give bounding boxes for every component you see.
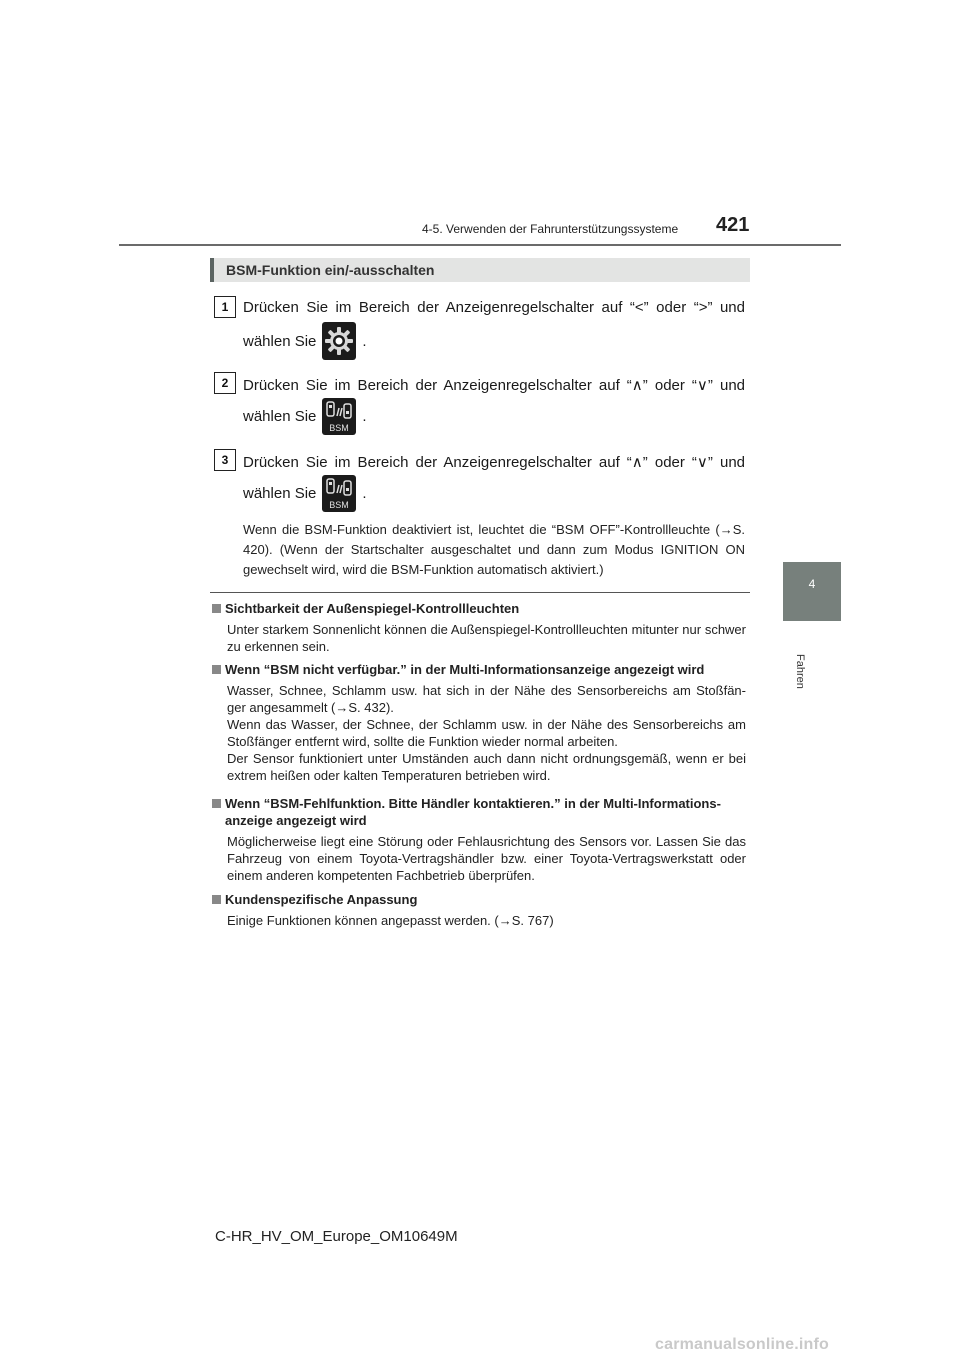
step-3-choose-text: wählen Sie: [243, 485, 317, 502]
info-paragraph: Möglicherweise liegt eine Störung oder Fehlausrichtung des Sensors vor. Lassen Sie das Fahrzeug von einem Toyota-Vertragshändler bzw. einer Toyota-Vertragswerkstatt oder einem anderen kompetenten Fachbetrieb überprüfen.: [227, 834, 746, 883]
footer-doc-id: C-HR_HV_OM_Europe_OM10649M: [215, 1228, 458, 1245]
section-title: BSM-Funktion ein/-ausschalten: [226, 262, 435, 278]
chapter-tab: [783, 562, 841, 621]
step-1-choose-text: wählen Sie: [243, 332, 317, 350]
page-number: 421: [716, 214, 750, 236]
gear-icon: [322, 322, 356, 360]
bsm-icon-label: BSM: [329, 422, 350, 433]
info-heading: [212, 661, 746, 678]
info-heading: [212, 600, 746, 617]
step-1-end: .: [362, 332, 367, 350]
section-divider: [210, 592, 750, 593]
bsm-off-note: Wenn die BSM-Funktion deaktiviert ist, leuchtet die “BSM OFF”-Kontrollleuchte (→S. 420). (Wenn der Startschalter ausgeschaltet und dann zum Modus IGNITION ON gewechselt wird, wird die BSM-Funktion automatisch aktiviert.): [243, 522, 745, 577]
info-heading-text: Wenn “BSM nicht verfügbar.” in der Multi-Informationsanzeige angezeigt wird: [225, 662, 705, 677]
info-body: [212, 621, 746, 655]
info-heading-text: Wenn “BSM-Fehlfunktion. Bitte Händler kontaktieren.” in der Multi-Informations- anzeige angezeigt wird: [225, 796, 721, 828]
info-block: [212, 661, 746, 784]
step-badge-3: 3: [214, 449, 236, 471]
header-rule: [119, 244, 841, 246]
step-badge-2: 2: [214, 372, 236, 394]
step-3-instruction: Drücken Sie im Bereich der Anzeigenregelschalter auf “∧” oder “∨” und: [243, 454, 745, 471]
info-heading-text: Kundenspezifische Anpassung: [225, 892, 418, 907]
info-paragraph: Wenn das Wasser, der Schnee, der Schlamm usw. in der Nähe des Sensorbereichs am Stoßfänger entfernt wird, sollte die Funktion wieder normal arbeiten.: [227, 717, 746, 749]
bullet-square-icon: [212, 665, 221, 674]
step-2-end: .: [362, 408, 367, 425]
info-body: [212, 682, 746, 784]
bsm-off-icon: [322, 475, 356, 512]
chapter-number: 4: [808, 577, 816, 591]
bsm-icon: [322, 398, 356, 435]
bullet-square-icon: [212, 604, 221, 613]
info-paragraph: Unter starkem Sonnenlicht können die Außenspiegel-Kontrollleuchten mitunter nur schwer zu erkennen sein.: [227, 622, 746, 654]
step-2-choose-text: wählen Sie: [243, 408, 317, 425]
info-block: [212, 600, 746, 655]
step-badge-1: 1: [214, 296, 236, 318]
step-2-choose: [243, 398, 367, 435]
info-paragraph: Der Sensor funktioniert unter Umständen auch dann nicht ordnungsgemäß, wenn er bei extrem heißen oder kalten Temperaturen betrieben wird.: [227, 751, 746, 783]
step-1-choose: [243, 322, 367, 360]
info-heading-text: Sichtbarkeit der Außenspiegel-Kontrollleuchten: [225, 601, 520, 616]
info-block: [212, 795, 746, 884]
chapter-label: Fahren: [794, 654, 806, 689]
step-2-instruction: Drücken Sie im Bereich der Anzeigenregelschalter auf “∧” oder “∨” und: [243, 377, 745, 394]
bullet-square-icon: [212, 895, 221, 904]
step-3-choose: [243, 475, 367, 512]
info-heading: [212, 891, 746, 908]
info-heading: [212, 795, 746, 829]
bsm-off-icon-label: BSM: [329, 499, 350, 510]
step-1-instruction: Drücken Sie im Bereich der Anzeigenregelschalter auf “<” oder “>” und: [243, 299, 745, 316]
info-paragraph: Einige Funktionen können angepasst werden. (→S. 767): [227, 913, 554, 928]
bullet-square-icon: [212, 799, 221, 808]
info-body: [212, 912, 746, 929]
info-block: [212, 891, 746, 929]
section-bar: [210, 258, 750, 282]
step-3-end: .: [362, 485, 367, 502]
header-section-title: 4-5. Verwenden der Fahrunterstützungssysteme: [422, 222, 679, 236]
info-paragraph: Wasser, Schnee, Schlamm usw. hat sich in der Nähe des Sensorbereichs am Stoßfän- ger angesammelt (→S. 432).: [227, 683, 746, 715]
watermark: carmanualsonline.info: [655, 1336, 830, 1353]
info-body: [212, 833, 746, 884]
